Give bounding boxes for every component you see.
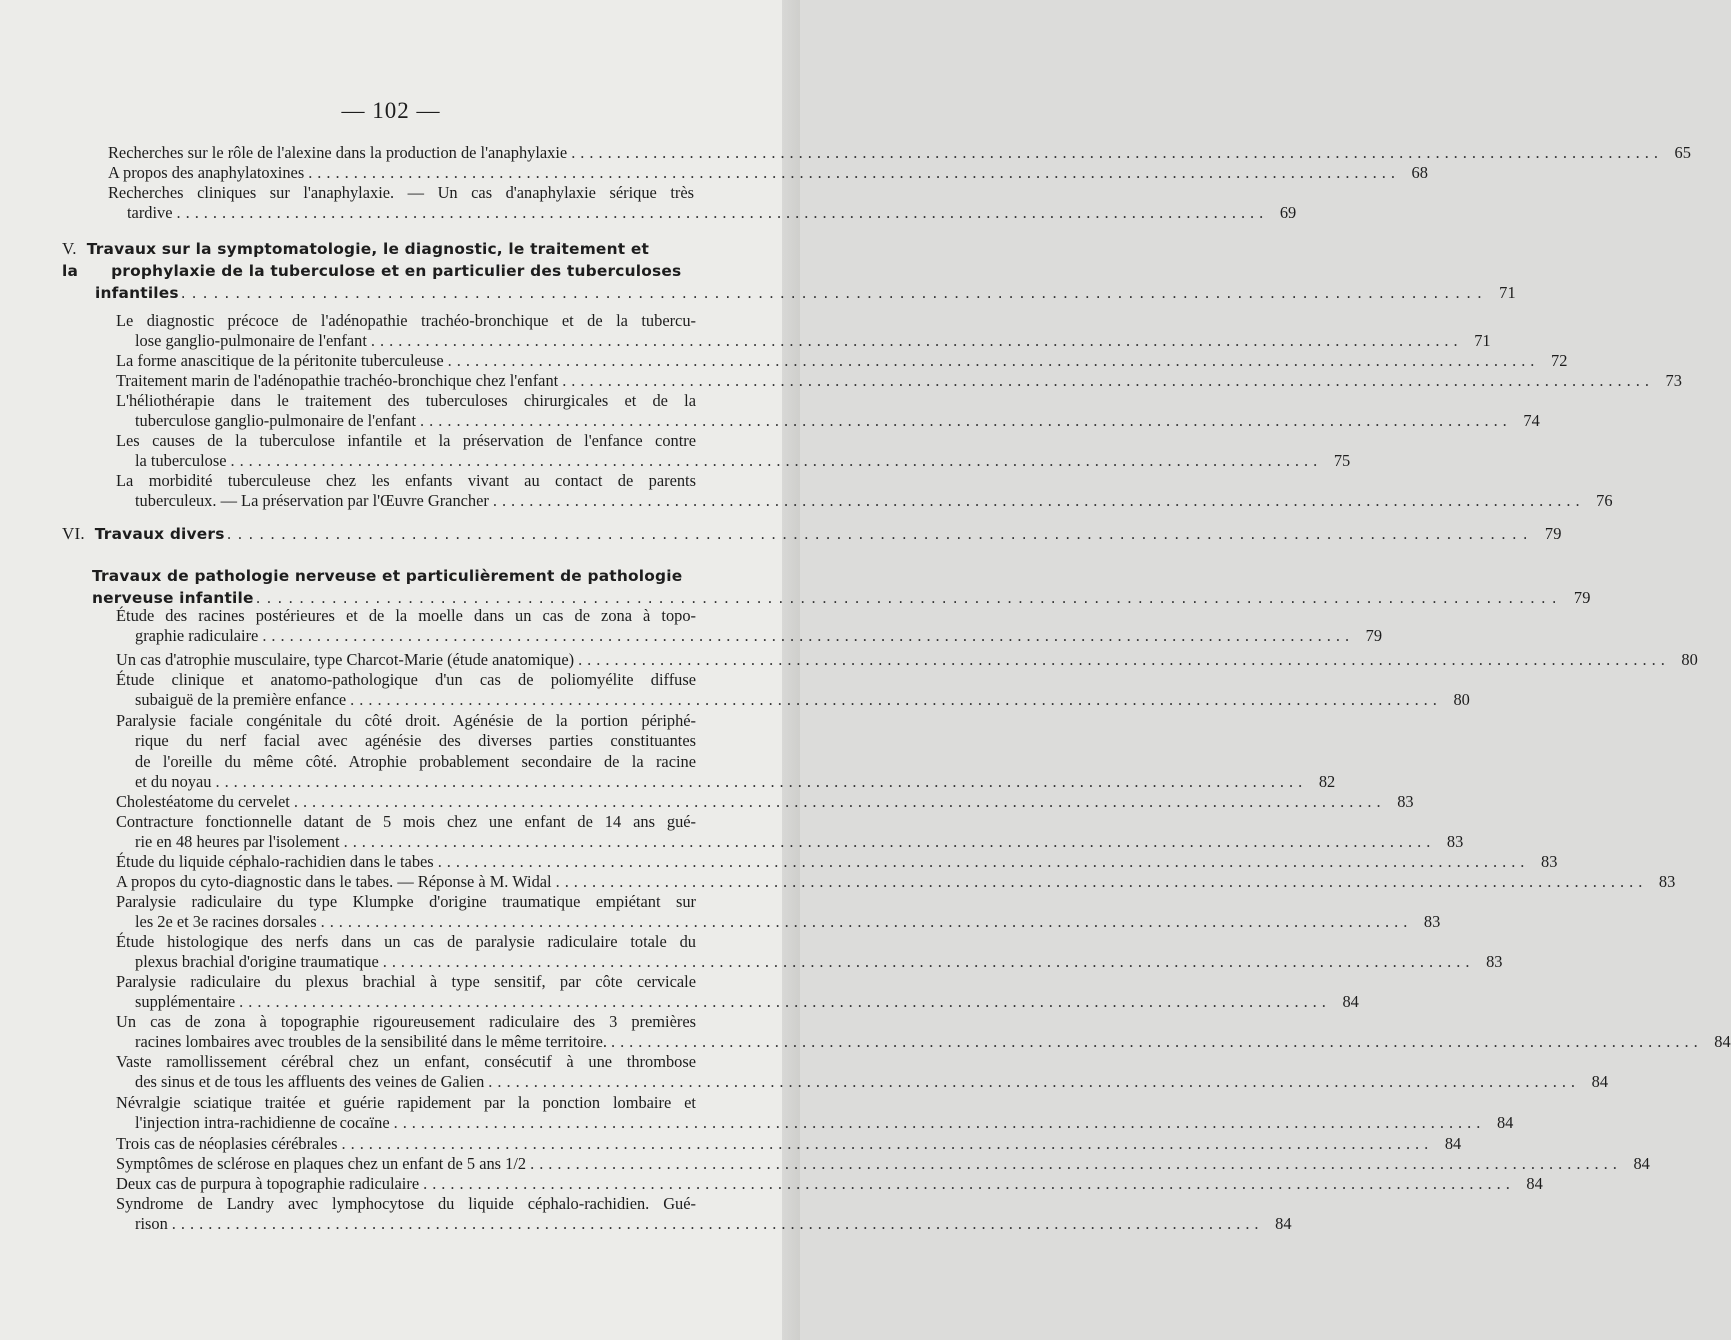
toc-entry — [116, 670, 1470, 711]
toc-entry — [116, 1093, 1514, 1134]
entry-title-line: Un cas de zona à topographie rigoureusement radiculaire des 3 premières — [116, 1012, 696, 1031]
dot-leader: ........................................................................................................................ — [555, 872, 1648, 891]
entry-title-line: Paralysie radiculaire du plexus brachial à type sensitif, par côte cervicale — [116, 972, 696, 991]
entry-page-number: 69 — [1279, 203, 1297, 223]
toc-entry — [116, 391, 1540, 432]
entry-title-line: rie en 48 heures par l'isolement — [135, 832, 340, 852]
toc-entry — [116, 471, 1613, 512]
toc-entry — [108, 163, 1428, 183]
toc-entry — [116, 812, 1464, 853]
dot-leader: ........................................................................................................................ — [447, 351, 1540, 370]
entry-title-line: A propos des anaphylatoxines — [108, 163, 305, 182]
entry-title-line: Un cas d'atrophie musculaire, type Charcot-Marie (étude anatomique) — [116, 650, 575, 669]
entry-page-number: 65 — [1674, 143, 1691, 162]
entry-page-number: 84 — [1714, 1032, 1731, 1052]
dot-leader: ........................................................................................................................ — [176, 203, 1269, 223]
dot-leader: ........................................................................................................................ — [341, 1134, 1434, 1153]
dot-leader: ........................................................................................................................ — [530, 1154, 1622, 1173]
entry-title-line: Étude histologique des nerfs dans un cas de paralysie radiculaire totale du — [116, 932, 696, 951]
dot-leader: ........................................................................................................................ — [255, 589, 1563, 607]
entry-title-line: Contracture fonctionnelle datant de 5 mois chez une enfant de 14 ans gué- — [116, 812, 696, 831]
entry-page-number: 76 — [1596, 491, 1613, 511]
entry-page-number: 72 — [1551, 351, 1568, 370]
dot-leader: ........................................................................................................................ — [180, 284, 1488, 302]
entry-title-line: subaiguë de la première enfance — [135, 690, 347, 710]
entry-title-line: Recherches cliniques sur l'anaphylaxie. — Un cas d'anaphylaxie sérique très — [108, 183, 694, 202]
entry-page-number: 84 — [1444, 1134, 1462, 1153]
entry-page-number: 71 — [1499, 283, 1516, 302]
entry-title-line: tuberculeux. — La préservation par l'Œuvre Grancher — [135, 491, 489, 511]
entry-title-line: Névralgie sciatique traitée et guérie rapidement par la ponction lombaire et — [116, 1093, 696, 1112]
entry-title-line: Travaux sur la symptomatologie, le diagnostic, le traitement et la — [62, 240, 650, 280]
toc-entry — [116, 792, 1414, 812]
entry-title-line: Traitement marin de l'adénopathie trachéo-bronchique chez l'enfant — [116, 371, 559, 390]
dot-leader: ........................................................................................................................ — [226, 525, 1534, 543]
entry-page-number: 83 — [1486, 952, 1503, 972]
entry-title-line: prophylaxie de la tuberculose et en particulier des tuberculoses — [111, 262, 682, 280]
toc-entry — [116, 892, 1441, 933]
entry-title-line: et du noyau — [135, 772, 212, 792]
toc-section-heading — [62, 523, 1562, 545]
entry-page-number: 83 — [1541, 852, 1558, 871]
entry-page-number: 71 — [1474, 331, 1491, 351]
entry-title-line: Cholestéatome du cervelet — [116, 792, 290, 811]
entry-page-number: 83 — [1658, 872, 1676, 891]
entry-title-line: A propos du cyto-diagnostic dans le tabes. — Réponse à M. Widal — [116, 872, 552, 891]
dot-leader: ........................................................................................................................ — [320, 912, 1413, 932]
toc-entry — [116, 606, 1383, 647]
entry-title-line: la tuberculose — [135, 451, 227, 471]
entry-page-number: 82 — [1318, 772, 1336, 792]
entry-title-line: Étude clinique et anatomo-pathologique d'un cas de poliomyélite diffuse — [116, 670, 696, 689]
toc-section-heading — [92, 565, 1591, 609]
toc-entry — [116, 1052, 1609, 1093]
entry-title-line: Étude des racines postérieures et de la moelle dans un cas de zona à topo- — [116, 606, 696, 625]
dot-leader: ........................................................................................................................ — [293, 792, 1386, 811]
entry-title-line: Travaux divers — [94, 525, 225, 543]
entry-title-line: Recherches sur le rôle de l'alexine dans la production de l'anaphylaxie — [108, 143, 568, 162]
dot-leader: ........................................................................................................................ — [423, 1174, 1515, 1193]
toc-entry — [108, 143, 1691, 163]
entry-page-number: 83 — [1446, 832, 1464, 852]
entry-page-number: 84 — [1275, 1214, 1292, 1234]
entry-title-line: des sinus et de tous les affluents des veines de Galien — [135, 1072, 485, 1092]
toc-entry — [116, 351, 1568, 371]
dot-leader: ........................................................................................................................ — [562, 371, 1654, 390]
dot-leader: ........................................................................................................................ — [239, 992, 1331, 1012]
entry-title-line: Vaste ramollissement cérébral chez un enfant, consécutif à une thrombose — [116, 1052, 696, 1071]
toc-entry — [116, 932, 1503, 973]
entry-page-number: 80 — [1681, 650, 1698, 669]
entry-title-line: L'héliothérapie dans le traitement des tuberculoses chirurgicales et de la — [116, 391, 696, 410]
toc-entry — [116, 311, 1491, 352]
dot-leader: ........................................................................................................................ — [343, 832, 1436, 852]
dot-leader: ........................................................................................................................ — [420, 411, 1512, 431]
section-number: V. — [62, 239, 77, 258]
entry-title-line: nerveuse infantile — [92, 589, 254, 607]
entry-title-line: l'injection intra-rachidienne de cocaïne — [135, 1113, 390, 1133]
dot-leader: ........................................................................................................................ — [578, 650, 1670, 669]
toc-entry — [116, 1174, 1543, 1194]
entry-page-number: 80 — [1453, 690, 1470, 710]
entry-page-number: 68 — [1411, 163, 1428, 182]
entry-title-line: les 2e et 3e racines dorsales — [135, 912, 317, 932]
dot-leader: ........................................................................................................................ — [382, 952, 1475, 972]
entry-title-line: supplémentaire — [135, 992, 236, 1012]
entry-page-number: 83 — [1423, 912, 1441, 932]
toc-entry — [116, 711, 1336, 793]
dot-leader: ........................................................................................................................ — [230, 451, 1323, 471]
entry-title-line: Deux cas de purpura à topographie radiculaire — [116, 1174, 420, 1193]
entry-title-line: Étude du liquide céphalo-rachidien dans le tabes — [116, 852, 434, 871]
toc-entry — [116, 852, 1558, 872]
entry-title-line: Syndrome de Landry avec lymphocytose du liquide céphalo-rachidien. Gué- — [116, 1194, 696, 1213]
toc-entry — [116, 1154, 1650, 1174]
dot-leader: ........................................................................................................................ — [492, 491, 1585, 511]
entry-page-number: 73 — [1665, 371, 1682, 390]
entry-title-line: Paralysie faciale congénitale du côté droit. Agénésie de la portion périphé- — [116, 711, 696, 730]
page-number: — 102 — — [341, 98, 441, 123]
entry-title-line: plexus brachial d'origine traumatique — [135, 952, 379, 972]
toc-entry — [108, 183, 1297, 224]
entry-page-number: 84 — [1591, 1072, 1609, 1092]
entry-page-number: 84 — [1633, 1154, 1650, 1173]
entry-page-number: 84 — [1342, 992, 1359, 1012]
dot-leader: ........................................................................................................................ — [437, 852, 1530, 871]
entry-title-line: tuberculose ganglio-pulmonaire de l'enfant — [135, 411, 417, 431]
entry-page-number: 79 — [1365, 626, 1383, 646]
entry-title-line: La morbidité tuberculeuse chez les enfants vivant au contact de parents — [116, 471, 696, 490]
dot-leader: ........................................................................................................................ — [488, 1072, 1581, 1092]
entry-title-line: Trois cas de néoplasies cérébrales — [116, 1134, 338, 1153]
toc-entry — [116, 1134, 1462, 1154]
toc-entry — [116, 872, 1676, 892]
dot-leader: ........................................................................................................................ — [350, 690, 1442, 710]
dot-leader: ........................................................................................................................ — [171, 1214, 1264, 1234]
entry-title-line: Le diagnostic précoce de l'adénopathie trachéo-bronchique et de la tubercu- — [116, 311, 696, 330]
entry-title-line: Travaux de pathologie nerveuse et particulièrement de pathologie — [92, 567, 683, 585]
dot-leader: ........................................................................................................................ — [215, 772, 1308, 792]
section-number: VI. — [62, 524, 85, 543]
entry-title-line: tardive — [127, 203, 173, 223]
entry-title-line: de l'oreille du même côté. Atrophie probablement secondaire de la racine — [135, 751, 696, 771]
entry-title-line: Symptômes de sclérose en plaques chez un enfant de 5 ans 1/2 — [116, 1154, 527, 1173]
toc-entry — [116, 1194, 1292, 1235]
dot-leader: ........................................................................................................................ — [308, 163, 1400, 182]
entry-page-number: 84 — [1496, 1113, 1514, 1133]
dot-leader: ........................................................................................................................ — [393, 1113, 1486, 1133]
dot-leader: ........................................................................................................................ — [370, 331, 1463, 351]
entry-page-number: 83 — [1397, 792, 1414, 811]
entry-page-number: 84 — [1526, 1174, 1543, 1193]
entry-title-line: racines lombaires avec troubles de la sensibilité dans le même territoire. — [135, 1032, 607, 1052]
toc-entry — [116, 650, 1698, 670]
dot-leader: ........................................................................................................................ — [610, 1032, 1703, 1052]
toc-section-heading — [62, 238, 1516, 304]
entry-title-line: rison — [135, 1214, 168, 1234]
entry-title-line: infantiles — [95, 284, 179, 302]
entry-title-line: graphie radiculaire — [135, 626, 259, 646]
dot-leader: ........................................................................................................................ — [571, 143, 1663, 162]
toc-entry — [116, 371, 1682, 391]
entry-page-number: 74 — [1523, 411, 1540, 431]
entry-title-line: rique du nerf facial avec agénésie des diverses parties constituantes — [135, 731, 696, 751]
entry-page-number: 75 — [1333, 451, 1351, 471]
entry-page-number: 79 — [1573, 588, 1591, 607]
entry-title-line: La forme anascitique de la péritonite tuberculeuse — [116, 351, 444, 370]
toc-entry — [116, 1012, 1731, 1053]
entry-title-line: Les causes de la tuberculose infantile et la préservation de l'enfance contre — [116, 431, 696, 450]
entry-title-line: lose ganglio-pulmonaire de l'enfant — [135, 331, 367, 351]
entry-page-number: 79 — [1544, 524, 1562, 543]
entry-title-line: Paralysie radiculaire du type Klumpke d'origine traumatique empiétant sur — [116, 892, 696, 911]
toc-entry — [116, 431, 1351, 472]
dot-leader: ........................................................................................................................ — [262, 626, 1355, 646]
toc-entry — [116, 972, 1359, 1013]
